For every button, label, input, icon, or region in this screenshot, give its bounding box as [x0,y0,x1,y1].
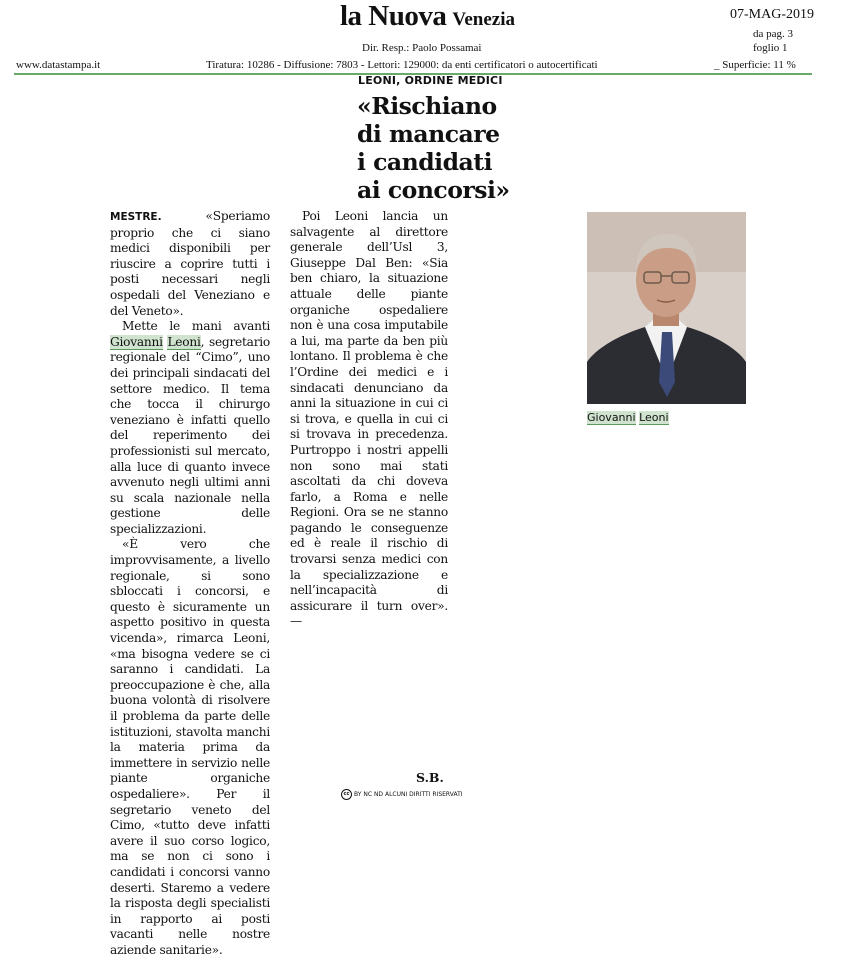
logo-city: Venezia [452,9,516,30]
page-reference [753,27,793,55]
headline-line: i candidati [357,148,493,176]
copyright-text: BY NC ND ALCUNI DIRITTI RISERVATI [354,791,463,798]
paragraph-2-text: , segretario regionale del “Cimo”, uno dei principali sindacati del settore medico. Il tema che tocca il chirurgo veneziano è infatti quello del reperimento dei professionisti sul mercato, alla luce di quanto invece avvenuto negli ultimi anni su scala nazionale nella gestione delle specializzazioni. [110,334,270,536]
article-headline [357,92,510,204]
paragraph-1 [110,209,270,319]
headline-line: «Rischiano [357,92,497,120]
circulation-stats: Tiratura: 10286 - Diffusione: 7803 - Lettori: 129000: da enti certificatori o autocertificati [206,59,598,71]
director-line: Dir. Resp.: Paolo Possamai [362,42,482,54]
portrait-photo [587,212,746,404]
headline-line: di mancare [357,120,500,148]
highlighted-name-first: Giovanni [110,334,163,349]
highlighted-name-last: Leoni [167,334,201,349]
creative-commons-icon: cc [341,789,352,800]
author-signature: S.B. [416,770,444,785]
copyright-notice [341,789,463,800]
article-column-2 [290,209,448,630]
dateline: MESTRE. [110,211,162,223]
logo-main: la Nuova [340,0,447,32]
surface-percentage: _ Superficie: 11 % [714,59,796,71]
paragraph-2-lead: Mette le mani avanti [122,319,270,334]
website-link[interactable]: www.datastampa.it [16,59,101,71]
caption-name-last: Leoni [639,411,669,424]
sheet-number: foglio 1 [753,42,788,54]
article-column-1 [110,209,270,959]
caption-name-first: Giovanni [587,411,636,424]
paragraph-1-text: «Speriamo proprio che ci siano medici disponibili per riuscire a coprire tutti i posti necessari negli ospedali del Veneziano e del Veneto». [110,209,270,318]
page-from: da pag. 3 [753,28,794,40]
article-kicker: LEONI, ORDINE MEDICI [358,74,503,87]
paragraph-2 [110,319,270,537]
portrait-illustration [587,212,746,404]
paragraph-4: Poi Leoni lancia un salvagente al direttore generale dell’Usl 3, Giuseppe Dal Ben: «Sia ben chiaro, la situazione attuale delle piante organiche ospedaliere non è una cosa imputabile a lui, ma parte da ben più lontano. Il problema è che l’Ordine dei medici e i sindacati denunciano da anni la situazione in cui ci si trova, e quella in cui ci si trovava in precedenza. Purtroppo i nostri appelli non sono mai stati ascoltati da chi doveva farlo, a Roma e nelle Regioni. Ora se ne stanno pagando le conseguenze ed è reale il rischio di trovarsi senza medici con la specializzazione e nell’incapacità di assicurare il turn over». — [290,209,448,629]
photo-caption [587,411,669,424]
masthead [0,0,852,80]
publication-date: 07-MAG-2019 [730,7,814,22]
newspaper-logo [340,0,515,33]
paragraph-3: «È vero che improvvisamente, a livello regionale, si sono sbloccati i concorsi, e questo è sicuramente un aspetto positivo in questa vicenda», rimarca Leoni, «ma bisogna vedere se ci saranno i candidati. La preoccupazione è che, alla buona volontà di risolvere il problema da parte delle istituzioni, stavolta manchi la materia prima da immettere in servizio nelle piante organiche ospedaliere». Per il segretario veneto del Cimo, «tutto deve infatti avere il suo corso logico, ma se non ci sono i candidati i concorsi vanno deserti. Staremo a vedere la risposta degli specialisti in rapporto ai posti vacanti nelle nostre aziende sanitarie». [110,537,270,957]
headline-line: ai concorsi» [357,176,510,204]
